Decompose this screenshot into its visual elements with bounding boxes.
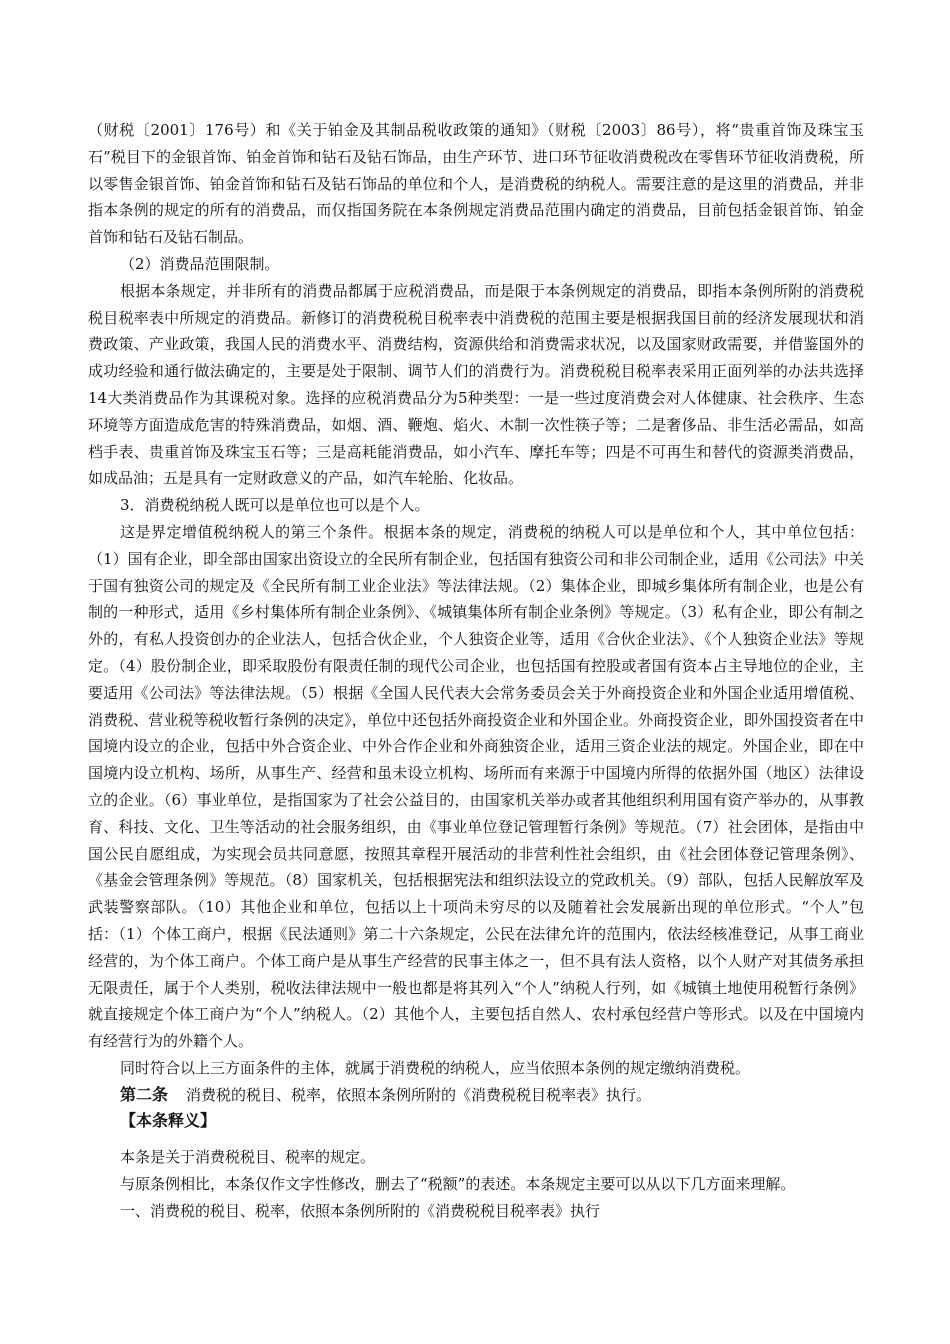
paragraph-4: 3．消费税纳税人既可以是单位也可以是个人。 (120, 496, 430, 515)
article-text: 消费税的税目、税率，依照本条例所附的《消费税税目税率表》执行。 (186, 1085, 652, 1104)
paragraph-6: 同时符合以上三方面条件的主体，就属于消费税的纳税人，应当依照本条例的规定缴纳消费税。 (120, 1058, 751, 1077)
article-number: 第二条 (120, 1084, 169, 1104)
paragraph-5: 这是界定增值税纳税人的第三个条件。根据本条的规定，消费税的纳税人可以是单位和个人，其中单位包括：（1）国有企业，即全部由国家出资设立的全民所有制企业，包括国有独资公司和非公司制企业，适用《公司法》中关于国有独资公司的规定及《全民所有制工业企业法》等法律法规。（2）集体企业，即城乡集体所有制企业，也是公有制的一种形式，适用《乡村集体所有制企业条例》、《城镇集体所有制企业条例》等规定。（3）私有企业，即公有制之外的，有私人投资创办的企业法人，包括合伙企业，个人独资企业等，适用《合伙企业法》、《个人独资企业法》等规定。（4）股份制企业，即采取股份有限责任制的现代公司企业，也包括国有控股或者国有资本占主导地位的企业，主要适用《公司法》等法律法规。（5）根据《全国人民代表大会常务委员会关于外商投资企业和外国企业适用增值税、消费税、营业税等税收暂行条例的决定》，单位中还包括外商投资企业和外国企业。外商投资企业，即外国投资者在中国境内设立的企业，包括中外合资企业、中外合作企业和外商独资企业，适用三资企业法的规定。外国企业，即在中国境内设立机构、场所，从事生产、经营和虽未设立机构、场所而有来源于中国境内所得的依据外国（地区）法律设立的企业。（6）事业单位，是指国家为了社会公益目的，由国家机关举办或者其他组织利用国有资产举办的，从事教育、科技、文化、卫生等活动的社会服务组织，由《事业单位登记管理暂行条例》等规范。（7）社会团体，是指由中国公民自愿组成，为实现会员共同意愿，按照其章程开展活动的非营利性社会组织，由《社会团体登记管理条例》、《基金会管理条例》等规范。（8）国家机关，包括根据宪法和组织法设立的党政机关。（9）部队，包括人民解放军及武装警察部队。（10）其他企业和单位，包括以上十项尚未穷尽的以及随着社会发展新出现的单位形式。“个人”包括：（1）个体工商户，根据《民法通则》第二十六条规定，公民在法律允许的范围内，依法经核准登记，从事工商业经营的，为个体工商户。个体工商户是从事生产经营的民事主体之一，但不具有法人资格，以个人财产对其债务承担无限责任，属于个人类别，税收法律法规中一般也都是将其列入“个人”纳税人行列，如《城镇土地使用税暂行条例》就直接规定个体工商户为“个人”纳税人。（2）其他个人，主要包括自然人、农村承包经营户等形式。以及在中国境内有经营行为的外籍个人。 (88, 522, 864, 1051)
section-heading: 【本条释义】 (120, 1111, 217, 1131)
paragraph-8: 与原条例相比，本条仅作文字性修改，删去了“税额”的表述。本条规定主要可以从以下几方面来理解。 (120, 1175, 796, 1194)
paragraph-2: （2）消费品范围限制。 (120, 254, 280, 273)
paragraph-9: 一、消费税的税目、税率，依照本条例所附的《消费税税目税率表》执行 (120, 1202, 601, 1221)
document-page (88, 117, 864, 1225)
article-2 (88, 1082, 864, 1109)
paragraph-1: （财税〔2001〕176号）和《关于铂金及其制品税收政策的通知》（财税〔2003〕86号），将“贵重首饰及珠宝玉石”税目下的金银首饰、铂金首饰和钻石及钻石饰品，由生产环节、进口环节征收消费税改在零售环节征收消费税，所以零售金银首饰、铂金首饰和钻石及钻石饰品的单位和个人，是消费税的纳税人。需要注意的是这里的消费品，并非指本条例的规定的所有的消费品，而仅指国务院在本条例规定消费品范围内确定的消费品，目前包括金银首饰、铂金首饰和钻石及钻石制品。 (88, 121, 864, 247)
paragraph-3: 根据本条规定，并非所有的消费品都属于应税消费品，而是限于本条例规定的消费品，即指本条例所附的消费税税目税率表中所规定的消费品。新修订的消费税税目税率表中消费税的范围主要是根据我国目前的经济发展现状和消费政策、产业政策，我国人民的消费水平、消费结构，资源供给和消费需求状况，以及国家财政需要，并借鉴国外的成功经验和通行做法确定的，主要是处于限制、调节人们的消费行为。消费税税目税率表采用正面列举的办法共选择14大类消费品作为其课税对象。选择的应税消费品分为5种类型：一是一些过度消费会对人体健康、社会秩序、生态环境等方面造成危害的特殊消费品，如烟、酒、鞭炮、焰火、木制一次性筷子等；二是奢侈品、非生活必需品，如高档手表、贵重首饰及珠宝玉石等；三是高耗能消费品，如小汽车、摩托车等；四是不可再生和替代的资源类消费品，如成品油；五是具有一定财政意义的产品，如汽车轮胎、化妆品。 (88, 281, 864, 488)
paragraph-7: 本条是关于消费税税目、税率的规定。 (120, 1148, 376, 1167)
